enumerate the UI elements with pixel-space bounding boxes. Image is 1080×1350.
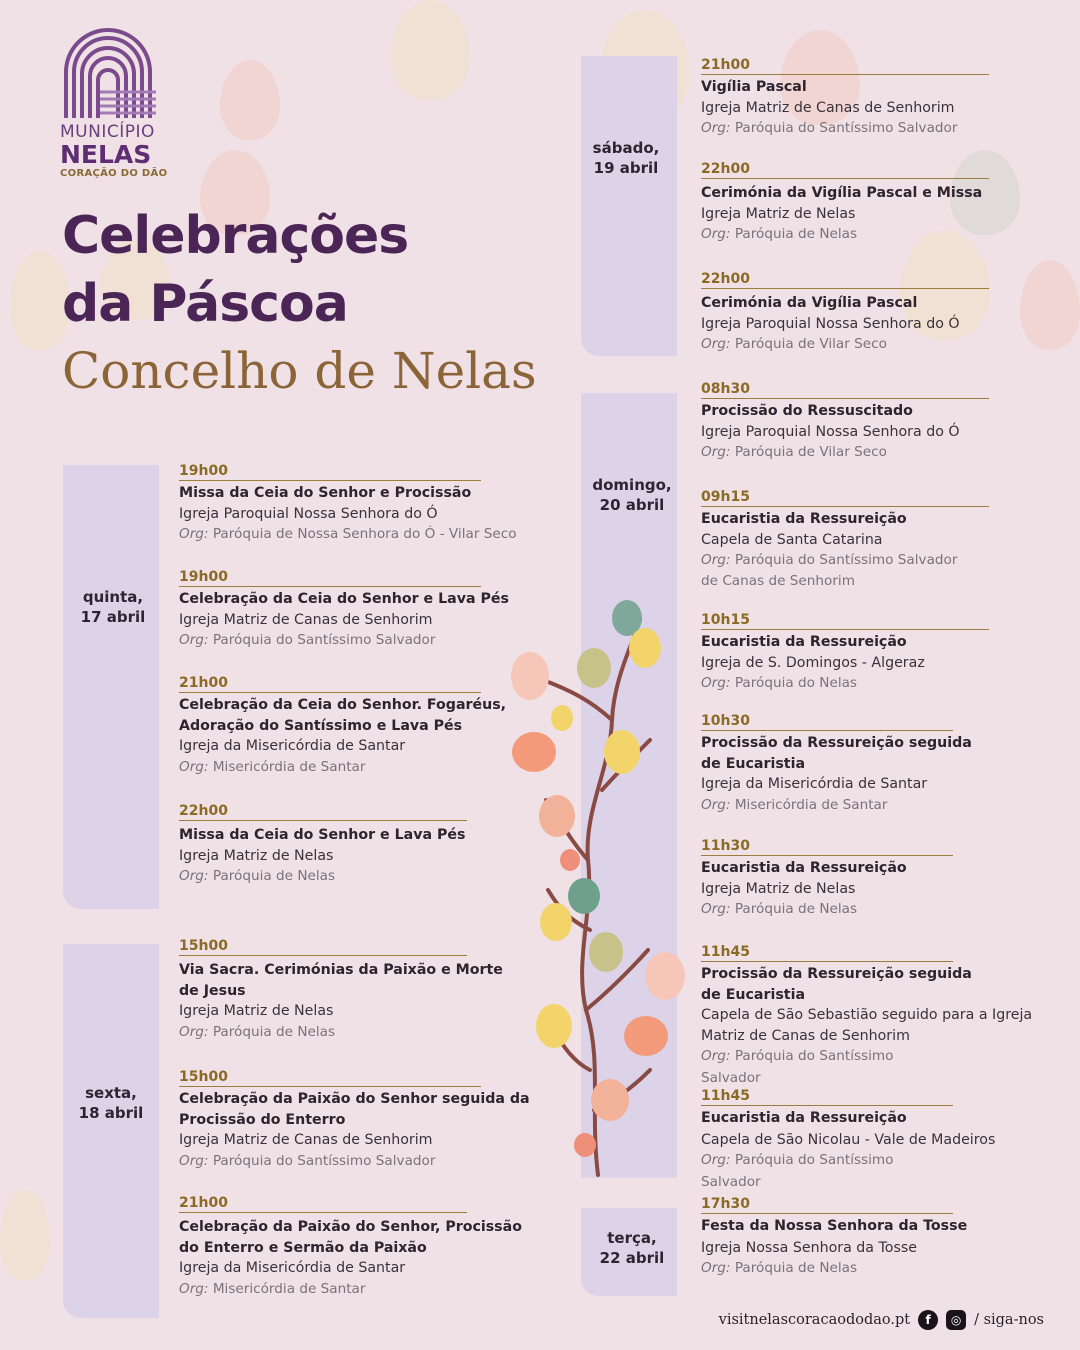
egg-yellow <box>536 1004 572 1048</box>
day-weekday: domingo, <box>592 476 672 494</box>
event-time: 19h00 <box>179 463 481 481</box>
event-title: Celebração da Ceia do Senhor e Lava Pés <box>179 591 509 607</box>
org-name: Paróquia do Santíssimo Salvador <box>734 120 958 136</box>
egg-pink <box>645 952 685 1000</box>
event-title: Procissão da Ressureição seguida <box>701 966 972 982</box>
day-bar-thursday <box>63 465 159 909</box>
event-org <box>701 795 953 817</box>
org-prefix: Org: <box>179 1023 209 1040</box>
event-place: Igreja Matriz de Canas de Senhorim <box>701 99 955 116</box>
event-place: Capela de São Nicolau - Vale de Madeiros <box>701 1131 996 1148</box>
egg-peach <box>591 1079 629 1121</box>
event-time: 11h45 <box>701 1088 953 1106</box>
event-title: de Eucaristia <box>701 755 806 772</box>
event-org <box>701 334 989 356</box>
event-time: 15h00 <box>179 1069 481 1087</box>
logo-nelas-text: NELAS <box>60 140 152 169</box>
event-org <box>701 1046 953 1089</box>
event-place: Igreja Matriz de Nelas <box>179 1003 334 1019</box>
day-date: 19 abril <box>593 159 659 177</box>
day-label-friday <box>63 1083 159 1123</box>
event-place: Igreja Paroquial Nossa Senhora do Ó <box>179 505 438 522</box>
day-weekday: quinta, <box>82 588 144 606</box>
event-fri-1 <box>179 938 503 1043</box>
org-prefix: Org: <box>701 796 731 813</box>
egg-coral <box>624 1016 668 1056</box>
org-name: Paróquia de Nelas <box>734 1260 858 1276</box>
event-title: Adoração do Santíssimo e Lava Pés <box>179 717 463 734</box>
org-name: Paróquia de Nelas <box>734 226 858 242</box>
event-org <box>701 550 989 571</box>
event-fri-3 <box>179 1195 522 1300</box>
logo-mark-icon <box>60 28 156 120</box>
event-org <box>701 442 989 464</box>
org-prefix: Org: <box>701 336 731 352</box>
event-org <box>701 899 953 921</box>
event-time: 21h00 <box>179 675 481 693</box>
event-org <box>179 1279 467 1301</box>
event-thu-1 <box>179 463 517 546</box>
egg-peach <box>539 795 575 837</box>
org-prefix: Org: <box>701 120 731 136</box>
org-name: Paróquia de Nelas <box>734 901 858 917</box>
event-place: Capela de São Sebastião seguido para a Igreja <box>701 1007 1033 1023</box>
event-title: Procissão da Ressureição seguida <box>701 735 972 751</box>
event-place: Igreja Nossa Senhora da Tosse <box>701 1239 917 1256</box>
website-link[interactable]: visitnelascoracaododao.pt <box>718 1312 911 1328</box>
event-title: Vigília Pascal <box>701 79 807 95</box>
org-name: Paróquia do Santíssimo Salvador <box>701 1048 894 1086</box>
background-egg <box>0 1190 50 1280</box>
org-name: Paróquia de Vilar Seco <box>734 336 887 352</box>
title-line-1: Celebrações <box>62 206 409 266</box>
egg-green <box>568 878 600 914</box>
event-title: Procissão do Ressuscitado <box>701 403 913 419</box>
event-time: 10h15 <box>701 612 989 630</box>
org-name: Misericórdia de Santar <box>212 1280 366 1297</box>
event-title: Cerimónia da Vigília Pascal <box>701 295 918 311</box>
event-org-continued: de Canas de Senhorim <box>701 572 855 589</box>
event-title: Cerimónia da Vigília Pascal e Missa <box>701 185 983 201</box>
event-sun-3 <box>701 612 989 694</box>
event-time: 15h00 <box>179 938 467 956</box>
egg-olive <box>589 932 623 972</box>
title-subtitle: Concelho de Nelas <box>62 342 537 400</box>
event-title: Celebração da Paixão do Senhor, Procissão <box>179 1219 522 1235</box>
event-title: Festa da Nossa Senhora da Tosse <box>701 1218 968 1234</box>
event-sun-4 <box>701 713 972 816</box>
event-time: 22h00 <box>701 161 989 179</box>
egg-orange <box>512 732 556 772</box>
org-prefix: Org: <box>179 1280 209 1297</box>
event-place: Igreja de S. Domingos - Algeraz <box>701 654 925 671</box>
background-egg <box>220 60 280 140</box>
event-place: Igreja Paroquial Nossa Senhora do Ó <box>701 423 960 440</box>
title-line-2: da Páscoa <box>62 274 348 334</box>
event-org <box>179 757 481 779</box>
org-prefix: Org: <box>701 226 731 242</box>
event-org <box>701 673 989 694</box>
event-time: 22h00 <box>179 803 467 821</box>
egg-yellow <box>540 903 572 941</box>
background-egg <box>10 250 70 350</box>
egg-coral <box>560 849 580 871</box>
day-label-saturday <box>576 138 676 178</box>
event-title: Celebração da Paixão do Senhor seguida da <box>179 1091 530 1107</box>
event-org <box>701 1258 953 1280</box>
event-place: Igreja da Misericórdia de Santar <box>179 738 406 754</box>
event-sat-2 <box>701 161 989 246</box>
event-title: Procissão do Enterro <box>179 1111 346 1128</box>
event-time: 11h30 <box>701 838 953 856</box>
event-sat-3 <box>701 271 989 356</box>
event-time: 08h30 <box>701 381 989 399</box>
org-prefix: Org: <box>179 632 209 648</box>
event-time: 21h00 <box>179 1195 467 1213</box>
event-org <box>701 1150 953 1193</box>
org-name: Paróquia do Nelas <box>734 675 858 691</box>
day-date: 20 abril <box>599 496 665 514</box>
event-title: do Enterro e Sermão da Paixão <box>179 1239 427 1256</box>
org-name: Paróquia de Nossa Senhora do Ó - Vilar Seco <box>212 526 517 542</box>
org-prefix: Org: <box>701 901 731 917</box>
event-sun-2 <box>701 489 989 591</box>
event-place: Igreja da Misericórdia de Santar <box>701 776 928 792</box>
event-sat-1 <box>701 57 989 139</box>
day-date: 17 abril <box>80 608 146 626</box>
footer <box>719 1310 1044 1330</box>
org-name: Paróquia de Vilar Seco <box>734 444 887 460</box>
event-thu-4 <box>179 803 467 888</box>
egg-yellow <box>629 628 661 668</box>
event-org <box>179 866 467 888</box>
event-sun-7 <box>701 1088 996 1193</box>
org-prefix: Org: <box>179 868 209 884</box>
event-org <box>179 1022 467 1044</box>
event-title: Eucaristia da Ressureição <box>701 860 907 876</box>
org-name: Misericórdia de Santar <box>212 758 366 775</box>
egg-yellow <box>604 730 640 774</box>
egg-coral <box>574 1133 596 1157</box>
org-name: Misericórdia de Santar <box>734 796 888 813</box>
event-org <box>701 118 989 139</box>
facebook-icon[interactable]: f <box>918 1310 938 1330</box>
logo-municipio-text: MUNICÍPIO <box>60 122 155 142</box>
event-time: 11h45 <box>701 944 953 962</box>
background-egg <box>1020 260 1080 350</box>
org-name: Paróquia do Santíssimo Salvador <box>734 552 958 568</box>
event-time: 17h30 <box>701 1196 953 1214</box>
org-name: Paróquia do Santíssimo Salvador <box>212 632 436 648</box>
event-fri-2 <box>179 1069 530 1172</box>
logo-tagline: CORAÇÃO DO DÃO <box>60 168 168 179</box>
day-bar-friday <box>63 944 159 1318</box>
background-egg <box>390 0 470 100</box>
org-prefix: Org: <box>179 1152 209 1169</box>
day-bar-saturday <box>581 56 677 356</box>
event-thu-3 <box>179 675 507 778</box>
org-name: Paróquia de Nelas <box>212 868 336 884</box>
day-label-thursday <box>63 587 163 627</box>
org-prefix: Org: <box>701 444 731 460</box>
municipality-logo <box>60 28 180 179</box>
event-place: Igreja Matriz de Canas de Senhorim <box>179 1132 433 1148</box>
day-label-tuesday <box>576 1228 688 1268</box>
event-title: de Jesus <box>179 982 246 999</box>
org-name: Paróquia do Santíssimo Salvador <box>701 1152 894 1190</box>
org-prefix: Org: <box>179 526 209 542</box>
event-title: Missa da Ceia do Senhor e Procissão <box>179 485 472 501</box>
event-place: Capela de Santa Catarina <box>701 531 883 548</box>
event-org <box>701 224 989 246</box>
org-prefix: Org: <box>701 552 731 568</box>
event-place: Igreja Matriz de Nelas <box>179 847 334 864</box>
org-name: Paróquia de Nelas <box>212 1023 336 1040</box>
event-place: Igreja Matriz de Nelas <box>701 880 856 897</box>
event-time: 19h00 <box>179 569 481 587</box>
org-prefix: Org: <box>701 675 731 691</box>
event-sun-5 <box>701 838 953 921</box>
follow-us-text: / siga-nos <box>974 1312 1044 1328</box>
event-title: Eucaristia da Ressureição <box>701 511 907 527</box>
event-org <box>179 524 517 546</box>
event-title: Via Sacra. Cerimónias da Paixão e Morte <box>179 962 503 978</box>
org-prefix: Org: <box>701 1260 731 1276</box>
event-title: Eucaristia da Ressureição <box>701 1110 907 1126</box>
instagram-icon[interactable]: ◎ <box>946 1310 966 1330</box>
event-thu-2 <box>179 569 509 652</box>
event-title: de Eucaristia <box>701 986 806 1003</box>
day-weekday: terça, <box>607 1229 657 1247</box>
event-time: 10h30 <box>701 713 953 731</box>
event-time: 21h00 <box>701 57 989 75</box>
event-time: 22h00 <box>701 271 989 289</box>
event-sun-1 <box>701 381 989 464</box>
event-title: Missa da Ceia do Senhor e Lava Pés <box>179 827 466 843</box>
event-title: Eucaristia da Ressureição <box>701 634 907 650</box>
egg-pink <box>511 652 549 700</box>
event-place: Igreja Matriz de Nelas <box>701 205 856 222</box>
day-label-sunday <box>576 475 688 515</box>
event-place: Igreja Paroquial Nossa Senhora do Ó <box>701 315 960 332</box>
day-weekday: sexta, <box>85 1084 137 1102</box>
event-place-continued: Matriz de Canas de Senhorim <box>701 1027 910 1044</box>
egg-olive <box>577 648 611 688</box>
org-name: Paróquia do Santíssimo Salvador <box>212 1152 436 1169</box>
event-title: Celebração da Ceia do Senhor. Fogaréus, <box>179 697 507 713</box>
event-sun-6 <box>701 944 1033 1089</box>
day-date: 18 abril <box>78 1104 144 1122</box>
org-prefix: Org: <box>701 1048 731 1064</box>
event-tue-1 <box>701 1196 968 1280</box>
event-time: 09h15 <box>701 489 989 507</box>
event-place: Igreja da Misericórdia de Santar <box>179 1260 406 1276</box>
event-org <box>179 630 481 652</box>
day-date: 22 abril <box>599 1249 665 1267</box>
org-prefix: Org: <box>701 1152 731 1168</box>
day-weekday: sábado, <box>592 139 660 157</box>
event-place: Igreja Matriz de Canas de Senhorim <box>179 611 433 628</box>
egg-yellow <box>551 705 573 731</box>
event-org <box>179 1151 481 1173</box>
org-prefix: Org: <box>179 758 209 775</box>
